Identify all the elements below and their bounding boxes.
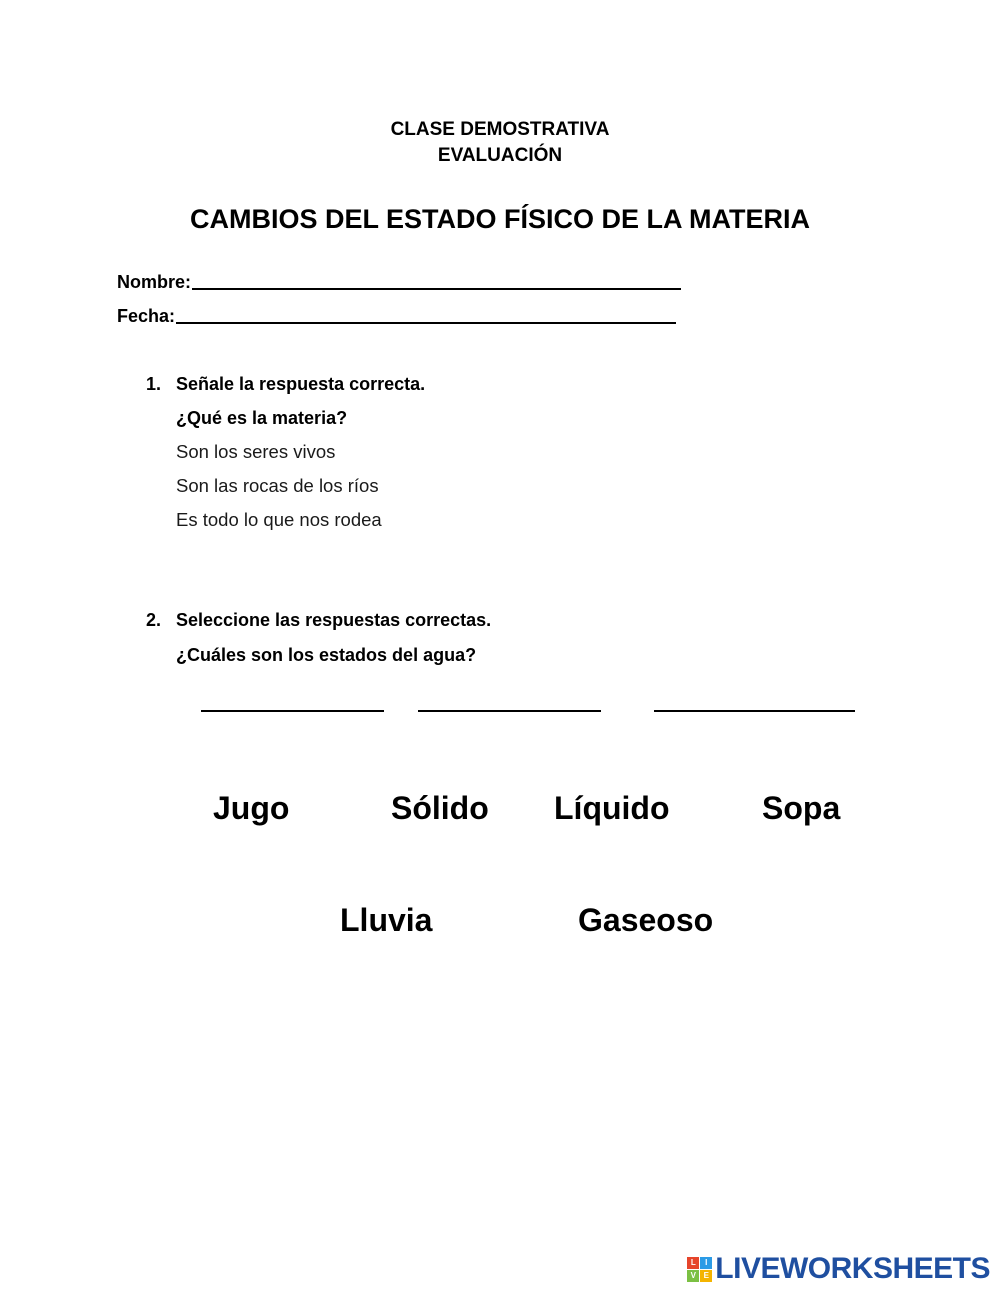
question-1-option[interactable]: Son las rocas de los ríos: [176, 475, 379, 496]
worksheet-title: CAMBIOS DEL ESTADO FÍSICO DE LA MATERIA: [189, 204, 810, 234]
question-1-prompt: ¿Qué es la materia?: [176, 408, 348, 428]
logo-block: L: [687, 1257, 699, 1269]
logo-block: E: [700, 1270, 712, 1282]
question-1-option[interactable]: Son los seres vivos: [176, 441, 336, 462]
liveworksheets-logo-icon: [687, 1257, 712, 1282]
liveworksheets-wordmark: LIVEWORKSHEETS: [715, 1252, 990, 1285]
draggable-word[interactable]: Jugo: [213, 790, 290, 826]
name-field[interactable]: [117, 272, 681, 293]
question-2-number: 2.: [146, 610, 162, 630]
question-1-number: 1.: [146, 374, 162, 394]
draggable-word[interactable]: Sólido: [391, 790, 489, 826]
name-line[interactable]: [192, 287, 681, 290]
answer-blank-1[interactable]: [201, 710, 384, 712]
question-2-prompt: ¿Cuáles son los estados del agua?: [176, 645, 477, 665]
draggable-word[interactable]: Lluvia: [340, 902, 433, 938]
question-1-option[interactable]: Es todo lo que nos rodea: [176, 509, 382, 530]
logo-block: I: [700, 1257, 712, 1269]
liveworksheets-brand: [687, 1252, 990, 1286]
name-label: Nombre:: [117, 272, 192, 292]
header-class-type: CLASE DEMOSTRATIVA: [390, 119, 610, 140]
header-evaluation: EVALUACIÓN: [437, 145, 563, 166]
answer-blank-2[interactable]: [418, 710, 601, 712]
draggable-word[interactable]: Gaseoso: [578, 902, 714, 938]
question-1-instruction: Señale la respuesta correcta.: [176, 374, 426, 394]
draggable-word[interactable]: Líquido: [554, 790, 670, 826]
logo-block: V: [687, 1270, 699, 1282]
draggable-word[interactable]: Sopa: [762, 790, 841, 826]
date-field[interactable]: [117, 306, 676, 327]
date-line[interactable]: [176, 321, 676, 324]
answer-blank-3[interactable]: [654, 710, 855, 712]
date-label: Fecha:: [117, 306, 176, 326]
question-2-instruction: Seleccione las respuestas correctas.: [176, 610, 492, 630]
